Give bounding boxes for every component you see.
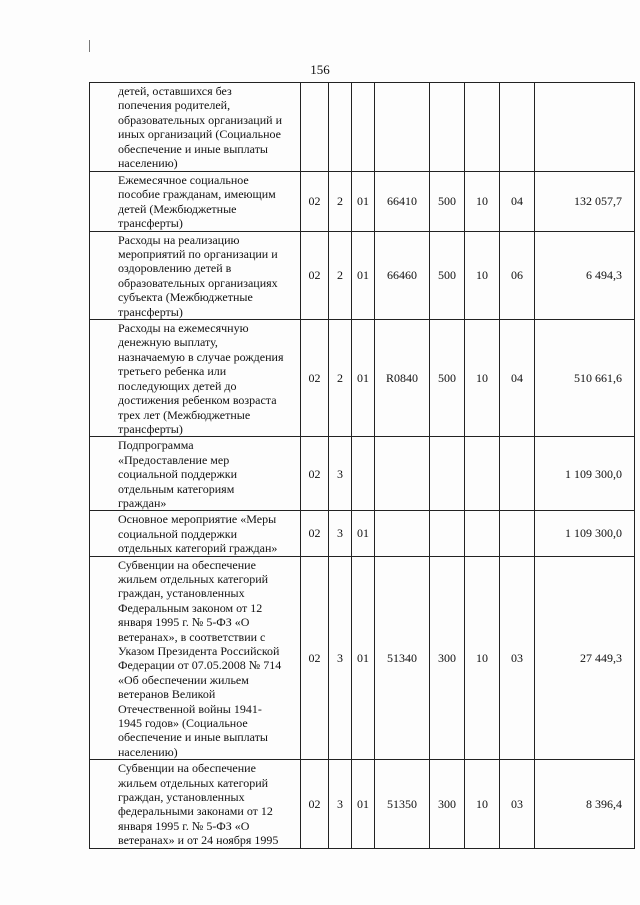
direction-code — [375, 437, 430, 511]
amount: 132 057,7 — [535, 172, 635, 232]
subprogram-code: 2 — [329, 172, 352, 232]
activity-code: 01 — [352, 320, 375, 437]
amount: 27 449,3 — [535, 556, 635, 760]
table-row — [90, 172, 635, 232]
program-code: 02 — [301, 511, 329, 556]
expense-type: 300 — [430, 556, 465, 760]
section-code: 10 — [465, 231, 500, 319]
activity-code — [352, 437, 375, 511]
activity-code: 01 — [352, 231, 375, 319]
item-name: Расходы на ежемесячную денежную выплату, назначаемую в случае рождения третьего ребенка или последующих детей до достижения ребенком возраста трех лет (Межбюджетные трансферты) — [90, 320, 301, 437]
subsection-code: 04 — [500, 320, 535, 437]
expense-type — [430, 437, 465, 511]
activity-code — [352, 83, 375, 172]
section-code: 10 — [465, 556, 500, 760]
amount: 1 109 300,0 — [535, 437, 635, 511]
subsection-code: 03 — [500, 760, 535, 848]
subprogram-code: 2 — [329, 231, 352, 319]
page-number: 156 — [310, 62, 330, 77]
program-code: 02 — [301, 437, 329, 511]
section-code: 10 — [465, 760, 500, 848]
subprogram-code: 3 — [329, 511, 352, 556]
direction-code: 66460 — [375, 231, 430, 319]
section-code — [465, 83, 500, 172]
amount: 8 396,4 — [535, 760, 635, 848]
subprogram-code — [329, 83, 352, 172]
subsection-code — [500, 83, 535, 172]
direction-code: 66410 — [375, 172, 430, 232]
table-row — [90, 83, 635, 172]
subsection-code: 04 — [500, 172, 535, 232]
subsection-code: 06 — [500, 231, 535, 319]
table-row — [90, 556, 635, 760]
direction-code — [375, 83, 430, 172]
expense-type: 500 — [430, 231, 465, 319]
expense-type: 300 — [430, 760, 465, 848]
subprogram-code: 3 — [329, 437, 352, 511]
expense-type — [430, 511, 465, 556]
item-name: Подпрограмма «Предоставление мер социальной поддержки отдельным категориям граждан» — [90, 437, 301, 511]
table-row — [90, 231, 635, 319]
subprogram-code: 2 — [329, 320, 352, 437]
activity-code: 01 — [352, 556, 375, 760]
section-code — [465, 437, 500, 511]
table-row — [90, 320, 635, 437]
program-code: 02 — [301, 556, 329, 760]
amount: 1 109 300,0 — [535, 511, 635, 556]
amount: 510 661,6 — [535, 320, 635, 437]
item-name: Ежемесячное социальное пособие гражданам, имеющим детей (Межбюджетные трансферты) — [90, 172, 301, 232]
item-name: Расходы на реализацию мероприятий по организации и оздоровлению детей в образовательных организациях субъекта (Межбюджетные трансферты) — [90, 231, 301, 319]
program-code: 02 — [301, 320, 329, 437]
direction-code: R0840 — [375, 320, 430, 437]
direction-code: 51350 — [375, 760, 430, 848]
direction-code: 51340 — [375, 556, 430, 760]
subsection-code — [500, 511, 535, 556]
program-code — [301, 83, 329, 172]
program-code: 02 — [301, 231, 329, 319]
subprogram-code: 3 — [329, 556, 352, 760]
expense-type — [430, 83, 465, 172]
amount — [535, 83, 635, 172]
program-code: 02 — [301, 172, 329, 232]
expense-type: 500 — [430, 320, 465, 437]
table-row — [90, 760, 635, 848]
section-code: 10 — [465, 172, 500, 232]
item-name: Основное мероприятие «Меры социальной поддержки отдельных категорий граждан» — [90, 511, 301, 556]
section-code — [465, 511, 500, 556]
subsection-code — [500, 437, 535, 511]
table-row — [90, 511, 635, 556]
section-code: 10 — [465, 320, 500, 437]
item-name: Субвенции на обеспечение жильем отдельных категорий граждан, установленных Федеральным законом от 12 января 1995 г. № 5-ФЗ «О ветеранах», в соответствии с Указом Президента Российской Федерации от 07.05.2008 № 714 «Об обеспечении жильем ветеранов Великой Отечественной войны 1941- 1945 годов» (Социальное обеспечение и иные выплаты населению) — [90, 556, 301, 760]
item-name: детей, оставшихся без попечения родителей, образовательных организаций и иных организаций (Социальное обеспечение и иные выплаты населению) — [90, 83, 301, 172]
activity-code: 01 — [352, 511, 375, 556]
program-code: 02 — [301, 760, 329, 848]
item-name: Субвенции на обеспечение жильем отдельных категорий граждан, установленных федеральными законами от 12 января 1995 г. № 5-ФЗ «О ветеранах» и от 24 ноября 1995 — [90, 760, 301, 848]
table-row — [90, 437, 635, 511]
subprogram-code: 3 — [329, 760, 352, 848]
expense-type: 500 — [430, 172, 465, 232]
margin-mark — [89, 40, 90, 52]
amount: 6 494,3 — [535, 231, 635, 319]
budget-table — [89, 82, 635, 849]
activity-code: 01 — [352, 760, 375, 848]
direction-code — [375, 511, 430, 556]
activity-code: 01 — [352, 172, 375, 232]
subsection-code: 03 — [500, 556, 535, 760]
